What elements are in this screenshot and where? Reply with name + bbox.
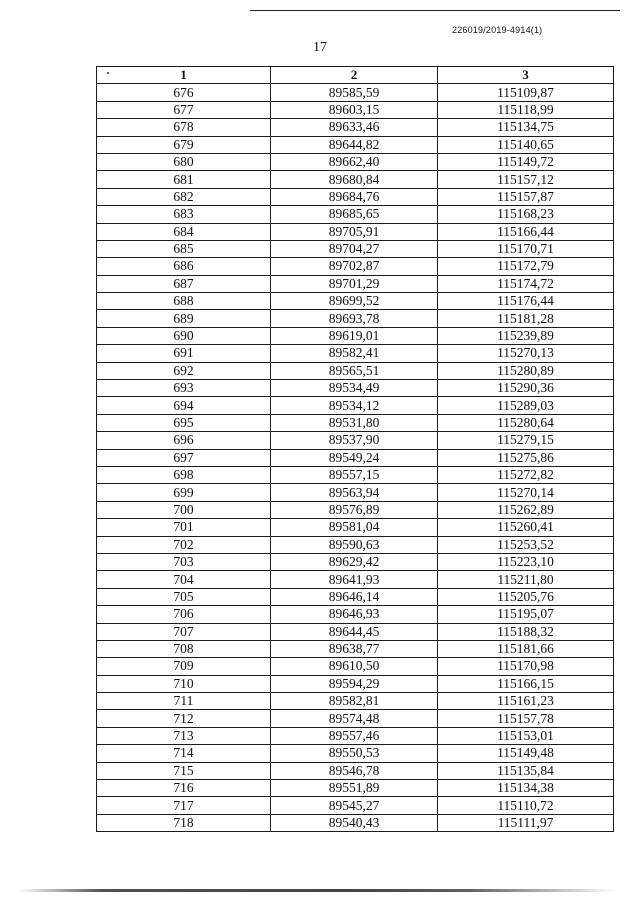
table-row — [97, 640, 614, 657]
x-coordinate-cell: 89629,42 — [271, 553, 438, 570]
point-number-cell: 713 — [97, 727, 271, 744]
table-row — [97, 466, 614, 483]
table-row — [97, 710, 614, 727]
point-number-cell: 699 — [97, 484, 271, 501]
y-coordinate-cell: 115270,14 — [438, 484, 614, 501]
x-coordinate-cell: 89619,01 — [271, 327, 438, 344]
x-coordinate-cell: 89644,82 — [271, 136, 438, 153]
table-row — [97, 188, 614, 205]
point-number-cell: 693 — [97, 380, 271, 397]
y-coordinate-cell: 115188,32 — [438, 623, 614, 640]
table-row — [97, 814, 614, 831]
point-number-cell: 696 — [97, 432, 271, 449]
y-coordinate-cell: 115135,84 — [438, 762, 614, 779]
x-coordinate-cell: 89585,59 — [271, 84, 438, 101]
x-coordinate-cell: 89633,46 — [271, 119, 438, 136]
x-coordinate-cell: 89693,78 — [271, 310, 438, 327]
point-number-cell: 711 — [97, 693, 271, 710]
point-number-cell: 710 — [97, 675, 271, 692]
y-coordinate-cell: 115275,86 — [438, 449, 614, 466]
y-coordinate-cell: 115262,89 — [438, 501, 614, 518]
y-coordinate-cell: 115153,01 — [438, 727, 614, 744]
x-coordinate-cell: 89540,43 — [271, 814, 438, 831]
table-body — [97, 84, 614, 832]
footer-scan-rule — [18, 889, 618, 892]
point-number-cell: 684 — [97, 223, 271, 240]
point-number-cell: 712 — [97, 710, 271, 727]
x-coordinate-cell: 89551,89 — [271, 780, 438, 797]
point-number-cell: 680 — [97, 153, 271, 170]
table-row — [97, 223, 614, 240]
point-number-cell: 697 — [97, 449, 271, 466]
x-coordinate-cell: 89701,29 — [271, 275, 438, 292]
table-row — [97, 153, 614, 170]
y-coordinate-cell: 115149,72 — [438, 153, 614, 170]
y-coordinate-cell: 115280,89 — [438, 362, 614, 379]
table-row — [97, 293, 614, 310]
table-row — [97, 519, 614, 536]
x-coordinate-cell: 89582,41 — [271, 345, 438, 362]
page-number: 17 — [313, 40, 327, 55]
table-row — [97, 397, 614, 414]
x-coordinate-cell: 89549,24 — [271, 449, 438, 466]
point-number-cell: 716 — [97, 780, 271, 797]
y-coordinate-cell: 115272,82 — [438, 466, 614, 483]
table-row — [97, 101, 614, 118]
table-row — [97, 449, 614, 466]
table-row — [97, 327, 614, 344]
y-coordinate-cell: 115149,48 — [438, 745, 614, 762]
y-coordinate-cell: 115170,71 — [438, 240, 614, 257]
y-coordinate-cell: 115166,44 — [438, 223, 614, 240]
y-coordinate-cell: 115195,07 — [438, 606, 614, 623]
y-coordinate-cell: 115110,72 — [438, 797, 614, 814]
y-coordinate-cell: 115211,80 — [438, 571, 614, 588]
point-number-cell: 692 — [97, 362, 271, 379]
point-number-cell: 705 — [97, 588, 271, 605]
point-number-cell: 706 — [97, 606, 271, 623]
point-number-cell: 682 — [97, 188, 271, 205]
table-row — [97, 536, 614, 553]
y-coordinate-cell: 115157,12 — [438, 171, 614, 188]
x-coordinate-cell: 89574,48 — [271, 710, 438, 727]
x-coordinate-cell: 89644,45 — [271, 623, 438, 640]
table-row — [97, 362, 614, 379]
point-number-cell: 714 — [97, 745, 271, 762]
y-coordinate-cell: 115223,10 — [438, 553, 614, 570]
table-row — [97, 658, 614, 675]
table-row — [97, 345, 614, 362]
point-number-cell: 683 — [97, 206, 271, 223]
y-coordinate-cell: 115109,87 — [438, 84, 614, 101]
x-coordinate-cell: 89638,77 — [271, 640, 438, 657]
table-row — [97, 727, 614, 744]
header-rule — [250, 10, 620, 11]
y-coordinate-cell: 115279,15 — [438, 432, 614, 449]
x-coordinate-cell: 89563,94 — [271, 484, 438, 501]
table-row — [97, 675, 614, 692]
point-number-cell: 679 — [97, 136, 271, 153]
x-coordinate-cell: 89550,53 — [271, 745, 438, 762]
x-coordinate-cell: 89534,12 — [271, 397, 438, 414]
point-number-cell: 686 — [97, 258, 271, 275]
y-coordinate-cell: 115157,78 — [438, 710, 614, 727]
x-coordinate-cell: 89646,14 — [271, 588, 438, 605]
point-number-cell: 677 — [97, 101, 271, 118]
x-coordinate-cell: 89684,76 — [271, 188, 438, 205]
point-number-cell: 687 — [97, 275, 271, 292]
table-row — [97, 136, 614, 153]
point-number-cell: 707 — [97, 623, 271, 640]
y-coordinate-cell: 115289,03 — [438, 397, 614, 414]
y-coordinate-cell: 115166,15 — [438, 675, 614, 692]
coordinates-table — [96, 66, 614, 832]
x-coordinate-cell: 89702,87 — [271, 258, 438, 275]
point-number-cell: 718 — [97, 814, 271, 831]
table-row — [97, 171, 614, 188]
point-number-cell: 676 — [97, 84, 271, 101]
y-coordinate-cell: 115134,75 — [438, 119, 614, 136]
x-coordinate-cell: 89594,29 — [271, 675, 438, 692]
table-row — [97, 119, 614, 136]
x-coordinate-cell: 89557,46 — [271, 727, 438, 744]
point-number-cell: 704 — [97, 571, 271, 588]
x-coordinate-cell: 89699,52 — [271, 293, 438, 310]
x-coordinate-cell: 89662,40 — [271, 153, 438, 170]
y-coordinate-cell: 115239,89 — [438, 327, 614, 344]
table-row — [97, 310, 614, 327]
x-coordinate-cell: 89534,49 — [271, 380, 438, 397]
point-number-cell: 689 — [97, 310, 271, 327]
table-row — [97, 380, 614, 397]
y-coordinate-cell: 115270,13 — [438, 345, 614, 362]
point-number-cell: 688 — [97, 293, 271, 310]
point-number-cell: 685 — [97, 240, 271, 257]
point-number-cell: 678 — [97, 119, 271, 136]
table-row — [97, 414, 614, 431]
point-number-cell: 694 — [97, 397, 271, 414]
x-coordinate-cell: 89582,81 — [271, 693, 438, 710]
x-coordinate-cell: 89646,93 — [271, 606, 438, 623]
table-row — [97, 762, 614, 779]
x-coordinate-cell: 89680,84 — [271, 171, 438, 188]
x-coordinate-cell: 89641,93 — [271, 571, 438, 588]
point-number-cell: 695 — [97, 414, 271, 431]
document-reference: 226019/2019-4914(1) — [452, 25, 543, 35]
x-coordinate-cell: 89531,80 — [271, 414, 438, 431]
table-row — [97, 240, 614, 257]
y-coordinate-cell: 115118,99 — [438, 101, 614, 118]
point-number-cell: 702 — [97, 536, 271, 553]
table-row — [97, 84, 614, 101]
x-coordinate-cell: 89537,90 — [271, 432, 438, 449]
column-header-1: 1 — [97, 67, 271, 84]
point-number-cell: 700 — [97, 501, 271, 518]
x-coordinate-cell: 89603,15 — [271, 101, 438, 118]
y-coordinate-cell: 115290,36 — [438, 380, 614, 397]
x-coordinate-cell: 89610,50 — [271, 658, 438, 675]
y-coordinate-cell: 115111,97 — [438, 814, 614, 831]
x-coordinate-cell: 89557,15 — [271, 466, 438, 483]
x-coordinate-cell: 89581,04 — [271, 519, 438, 536]
table-row — [97, 206, 614, 223]
table-row — [97, 571, 614, 588]
table-row — [97, 780, 614, 797]
x-coordinate-cell: 89576,89 — [271, 501, 438, 518]
point-number-cell: 703 — [97, 553, 271, 570]
table-row — [97, 623, 614, 640]
x-coordinate-cell: 89705,91 — [271, 223, 438, 240]
y-coordinate-cell: 115172,79 — [438, 258, 614, 275]
table-header-row — [97, 67, 614, 84]
y-coordinate-cell: 115176,44 — [438, 293, 614, 310]
y-coordinate-cell: 115161,23 — [438, 693, 614, 710]
y-coordinate-cell: 115280,64 — [438, 414, 614, 431]
point-number-cell: 691 — [97, 345, 271, 362]
y-coordinate-cell: 115170,98 — [438, 658, 614, 675]
table-row — [97, 501, 614, 518]
column-header-2: 2 — [271, 67, 438, 84]
point-number-cell: 698 — [97, 466, 271, 483]
x-coordinate-cell: 89545,27 — [271, 797, 438, 814]
y-coordinate-cell: 115205,76 — [438, 588, 614, 605]
y-coordinate-cell: 115157,87 — [438, 188, 614, 205]
table-row — [97, 745, 614, 762]
y-coordinate-cell: 115168,23 — [438, 206, 614, 223]
y-coordinate-cell: 115174,72 — [438, 275, 614, 292]
point-number-cell: 717 — [97, 797, 271, 814]
x-coordinate-cell: 89685,65 — [271, 206, 438, 223]
point-number-cell: 690 — [97, 327, 271, 344]
table-row — [97, 432, 614, 449]
column-header-3: 3 — [438, 67, 614, 84]
table-row — [97, 588, 614, 605]
y-coordinate-cell: 115253,52 — [438, 536, 614, 553]
point-number-cell: 709 — [97, 658, 271, 675]
y-coordinate-cell: 115140,65 — [438, 136, 614, 153]
x-coordinate-cell: 89546,78 — [271, 762, 438, 779]
table-row — [97, 797, 614, 814]
x-coordinate-cell: 89565,51 — [271, 362, 438, 379]
point-number-cell: 681 — [97, 171, 271, 188]
table-row — [97, 275, 614, 292]
point-number-cell: 708 — [97, 640, 271, 657]
y-coordinate-cell: 115134,38 — [438, 780, 614, 797]
table-row — [97, 258, 614, 275]
table-row — [97, 553, 614, 570]
y-coordinate-cell: 115181,28 — [438, 310, 614, 327]
y-coordinate-cell: 115181,66 — [438, 640, 614, 657]
table-row — [97, 693, 614, 710]
point-number-cell: 715 — [97, 762, 271, 779]
table-row — [97, 606, 614, 623]
x-coordinate-cell: 89704,27 — [271, 240, 438, 257]
table-row — [97, 484, 614, 501]
x-coordinate-cell: 89590,63 — [271, 536, 438, 553]
y-coordinate-cell: 115260,41 — [438, 519, 614, 536]
point-number-cell: 701 — [97, 519, 271, 536]
